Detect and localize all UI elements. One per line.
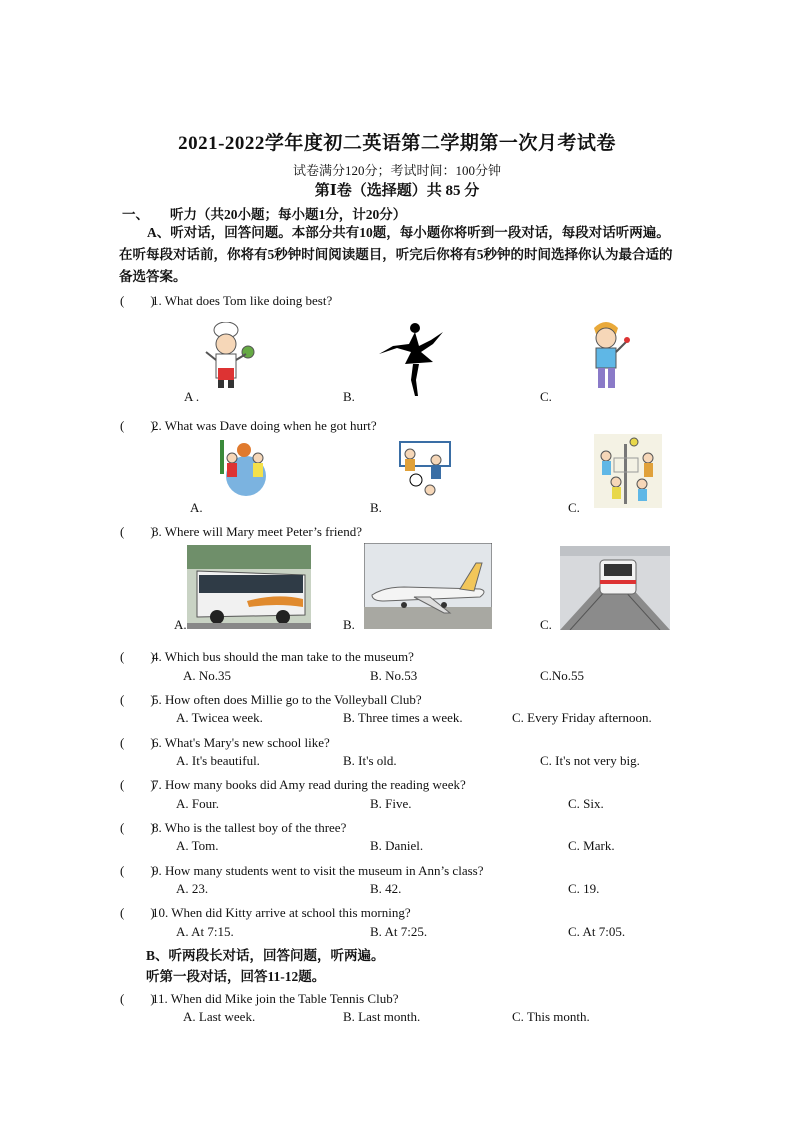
option-c: C. Mark. [568,838,615,853]
option-b: B. Three times a week. [343,710,463,725]
option-c: C.No.55 [540,668,585,683]
answer-blank: ( ) [120,777,155,792]
answer-blank: ( ) [120,905,155,920]
option-label: A . [184,389,200,404]
option-c: C. Six. [568,796,604,811]
question-8 [120,817,346,836]
subway-train-photo [560,546,670,630]
option-c: C. 19. [568,881,600,896]
option-a: A. At 7:15. [176,924,234,939]
question-stem: 9. How many students went to visit the museum in Ann’s class? [152,863,484,878]
option-label: B. [343,389,355,404]
section-title: 听力（共20小题；每小题1分，计20分） [170,207,407,222]
answer-blank: ( ) [120,293,155,308]
option-label: B. [343,617,355,632]
answer-blank: ( ) [120,418,155,433]
question-stem: 8. Who is the tallest boy of the three? [152,820,347,835]
option-label: C. [540,389,552,404]
option-label: A. [174,617,187,632]
question-10 [120,902,411,921]
volleyball-players-drawing [594,434,662,508]
question-stem: 4. Which bus should the man take to the museum? [152,649,414,664]
volume-heading: 第Ⅰ卷（选择题）共 85 分 [314,183,480,199]
question-stem: 11. When did Mike join the Table Tennis Club? [152,991,399,1006]
option-label: C. [568,500,580,515]
option-b: B. It's old. [343,753,397,768]
option-b: B. At 7:25. [370,924,428,939]
option-a: A. Last week. [183,1009,256,1024]
question-stem: 10. When did Kitty arrive at school this morning? [152,905,411,920]
question-11 [120,988,398,1007]
option-c: C. Every Friday afternoon. [512,710,652,725]
answer-blank: ( ) [120,735,155,750]
singing-boy-drawing [578,318,638,392]
question-stem: 3. Where will Mary meet Peter’s friend? [152,524,362,539]
cook-drawing [198,322,258,390]
answer-blank: ( ) [120,991,155,1006]
answer-blank: ( ) [120,692,155,707]
question-stem: 2. What was Dave doing when he got hurt? [152,418,377,433]
question-stem: 1. What does Tom like doing best? [152,293,333,308]
question-stem: 6. What's Mary's new school like? [152,735,330,750]
ballet-dancer-silhouette [375,322,447,398]
airplane-photo [364,543,492,629]
option-a: A. It's beautiful. [176,753,260,768]
coach-bus-photo [187,545,311,629]
option-c: C. It's not very big. [540,753,640,768]
option-b: B. Last month. [343,1009,421,1024]
option-label: C. [540,617,552,632]
question-9 [120,860,483,879]
answer-blank: ( ) [120,820,155,835]
question-stem: 7. How many books did Amy read during the reading week? [152,777,466,792]
basketball-players-drawing [212,436,278,498]
option-b: B. Daniel. [370,838,424,853]
question-6 [120,732,330,751]
exam-subtitle: 试卷满分120分；考试时间：100分钟 [292,163,501,178]
option-a: A. 23. [176,881,209,896]
question-4 [120,646,414,665]
question-1 [120,290,332,309]
answer-blank: ( ) [120,524,155,539]
part-a-instructions: A、听对话，回答问题。本部分共有10题，每小题你将听到一段对话，每段对话听两遍。在听每段对话前，你将有5秒钟时间阅读题目，听完后你将有5秒钟的时间选择你认为最合适的备选答案。 [119,225,673,284]
part-b-instructions: B、听两段长对话，回答问题，听两遍。 [146,948,385,963]
option-b: B. No.53 [370,668,418,683]
question-3 [120,521,362,540]
option-label: A. [190,500,203,515]
question-2 [120,415,377,434]
option-b: B. 42. [370,881,402,896]
section-number: 一、 [122,207,149,222]
option-a: A. Four. [176,796,219,811]
option-b: B. Five. [370,796,412,811]
first-dialogue-instructions: 听第一段对话，回答11-12题。 [146,969,326,984]
answer-blank: ( ) [120,649,155,664]
question-stem: 5. How often does Millie go to the Volleyball Club? [152,692,422,707]
question-7 [120,774,466,793]
option-a: A. Twicea week. [176,710,263,725]
answer-blank: ( ) [120,863,155,878]
option-c: C. This month. [512,1009,590,1024]
soccer-players-drawing [396,440,454,500]
option-a: A. Tom. [176,838,219,853]
question-5 [120,689,422,708]
option-c: C. At 7:05. [568,924,626,939]
option-a: A. No.35 [183,668,232,683]
option-label: B. [370,500,382,515]
exam-title: 2021-2022学年度初二英语第二学期第一次月考试卷 [178,133,616,154]
section-heading [122,203,406,223]
